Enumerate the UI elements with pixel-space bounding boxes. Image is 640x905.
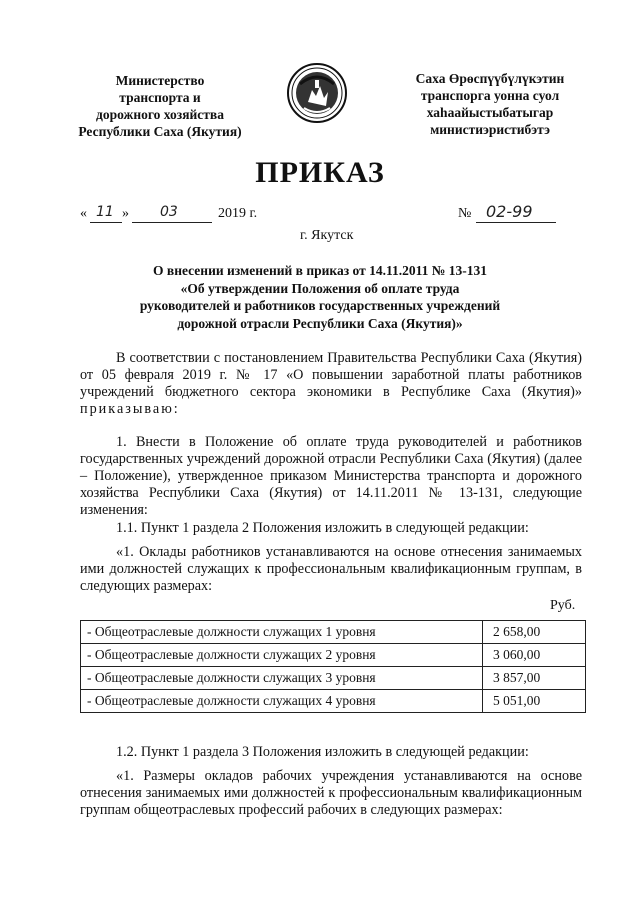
ministry-name-yakut	[392, 70, 588, 138]
subject-line: О внесении изменений в приказ от 14.11.2011 № 13-131	[153, 263, 487, 278]
item-1-paragraph	[80, 434, 582, 519]
date-open-quote: «	[80, 206, 87, 221]
subject-line: руководителей и работников государственных учреждений	[139, 298, 501, 313]
date-close-quote: »	[122, 206, 129, 221]
item-1-1-paragraph	[80, 544, 582, 595]
coat-of-arms-emblem	[286, 62, 348, 124]
order-number: 02-99	[486, 202, 533, 221]
header-left-line: Министерство	[115, 73, 205, 88]
amount-cell: 3 060,00	[483, 644, 586, 667]
ministry-name-russian	[60, 72, 260, 140]
order-number-prefix: №	[458, 206, 472, 221]
item-1-2-text: «1. Размеры окладов рабочих учреждения устанавливаются на основе отнесения занимаемых ими должностей к профессиональным квалификационным группам общеотраслевых профессий рабочих в следующих размерах:	[80, 768, 582, 818]
amount-cell: 3 857,00	[483, 667, 586, 690]
salary-table	[80, 620, 586, 713]
subject-line: «Об утверждении Положения об оплате труда	[180, 280, 460, 296]
header-left-line: дорожного хозяйства	[96, 107, 224, 122]
intro-paragraph	[80, 350, 582, 418]
date-month: 03	[160, 204, 178, 220]
header-left-line: транспорта и	[119, 90, 201, 105]
amount-cell: 5 051,00	[483, 690, 586, 713]
subject-line: дорожной отрасли Республики Саха (Якутия)»	[177, 315, 463, 331]
table-row	[81, 644, 586, 667]
item-1-1-text: «1. Оклады работников устанавливаются на основе отнесения занимаемых ими должностей служащих к профессиональным квалификационным группам, в следующих размерах:	[80, 544, 582, 594]
header-right-line: министиэристибэтэ	[430, 122, 550, 137]
intro-text: В соответствии с постановлением Правительства Республики Саха (Якутия) от 05 февраля 2019 г. № 17 «О повышении заработной платы работников учреждений бюджетного сектора экономики в Республике Саха (Якутия)»	[80, 350, 582, 400]
item-1-2-heading: 1.2. Пункт 1 раздела 3 Положения изложить в следующей редакции:	[116, 744, 529, 760]
header-right-line: хаһаайыстыбатыгар	[426, 105, 554, 120]
table-row	[81, 621, 586, 644]
city: г. Якутск	[300, 228, 354, 243]
header-right-line: транспорга уонна суол	[420, 88, 560, 103]
document-title: ПРИКАЗ	[255, 156, 385, 189]
order-word: приказываю:	[80, 401, 180, 417]
table-row	[81, 690, 586, 713]
header-right-line: Саха Өрөспүүбүлүкэтин	[415, 71, 565, 86]
date-year: 2019 г.	[218, 206, 258, 221]
date-line	[80, 206, 87, 222]
table-row	[81, 667, 586, 690]
order-subject	[90, 262, 550, 332]
header-left-line: Республики Саха (Якутия)	[78, 124, 242, 139]
position-cell: - Общеотраслевые должности служащих 3 уровня	[81, 667, 483, 690]
date-day: 11	[96, 204, 114, 220]
amount-cell: 2 658,00	[483, 621, 586, 644]
item-1-1-heading: 1.1. Пункт 1 раздела 2 Положения изложить в следующей редакции:	[116, 520, 529, 536]
position-cell: - Общеотраслевые должности служащих 1 уровня	[81, 621, 483, 644]
currency-label: Руб.	[550, 598, 576, 613]
item-1-2-paragraph	[80, 768, 582, 819]
position-cell: - Общеотраслевые должности служащих 4 уровня	[81, 690, 483, 713]
item-1-text: 1. Внести в Положение об оплате труда руководителей и работников государственных учреждений дорожной отрасли Республики Саха (Якутия) (далее – Положение), утвержденное приказом Министерства транспорта и дорожного хозяйства Республики Саха (Якутия) от 14.11.2011 № 13-131, следующие изменения:	[80, 434, 582, 518]
position-cell: - Общеотраслевые должности служащих 2 уровня	[81, 644, 483, 667]
